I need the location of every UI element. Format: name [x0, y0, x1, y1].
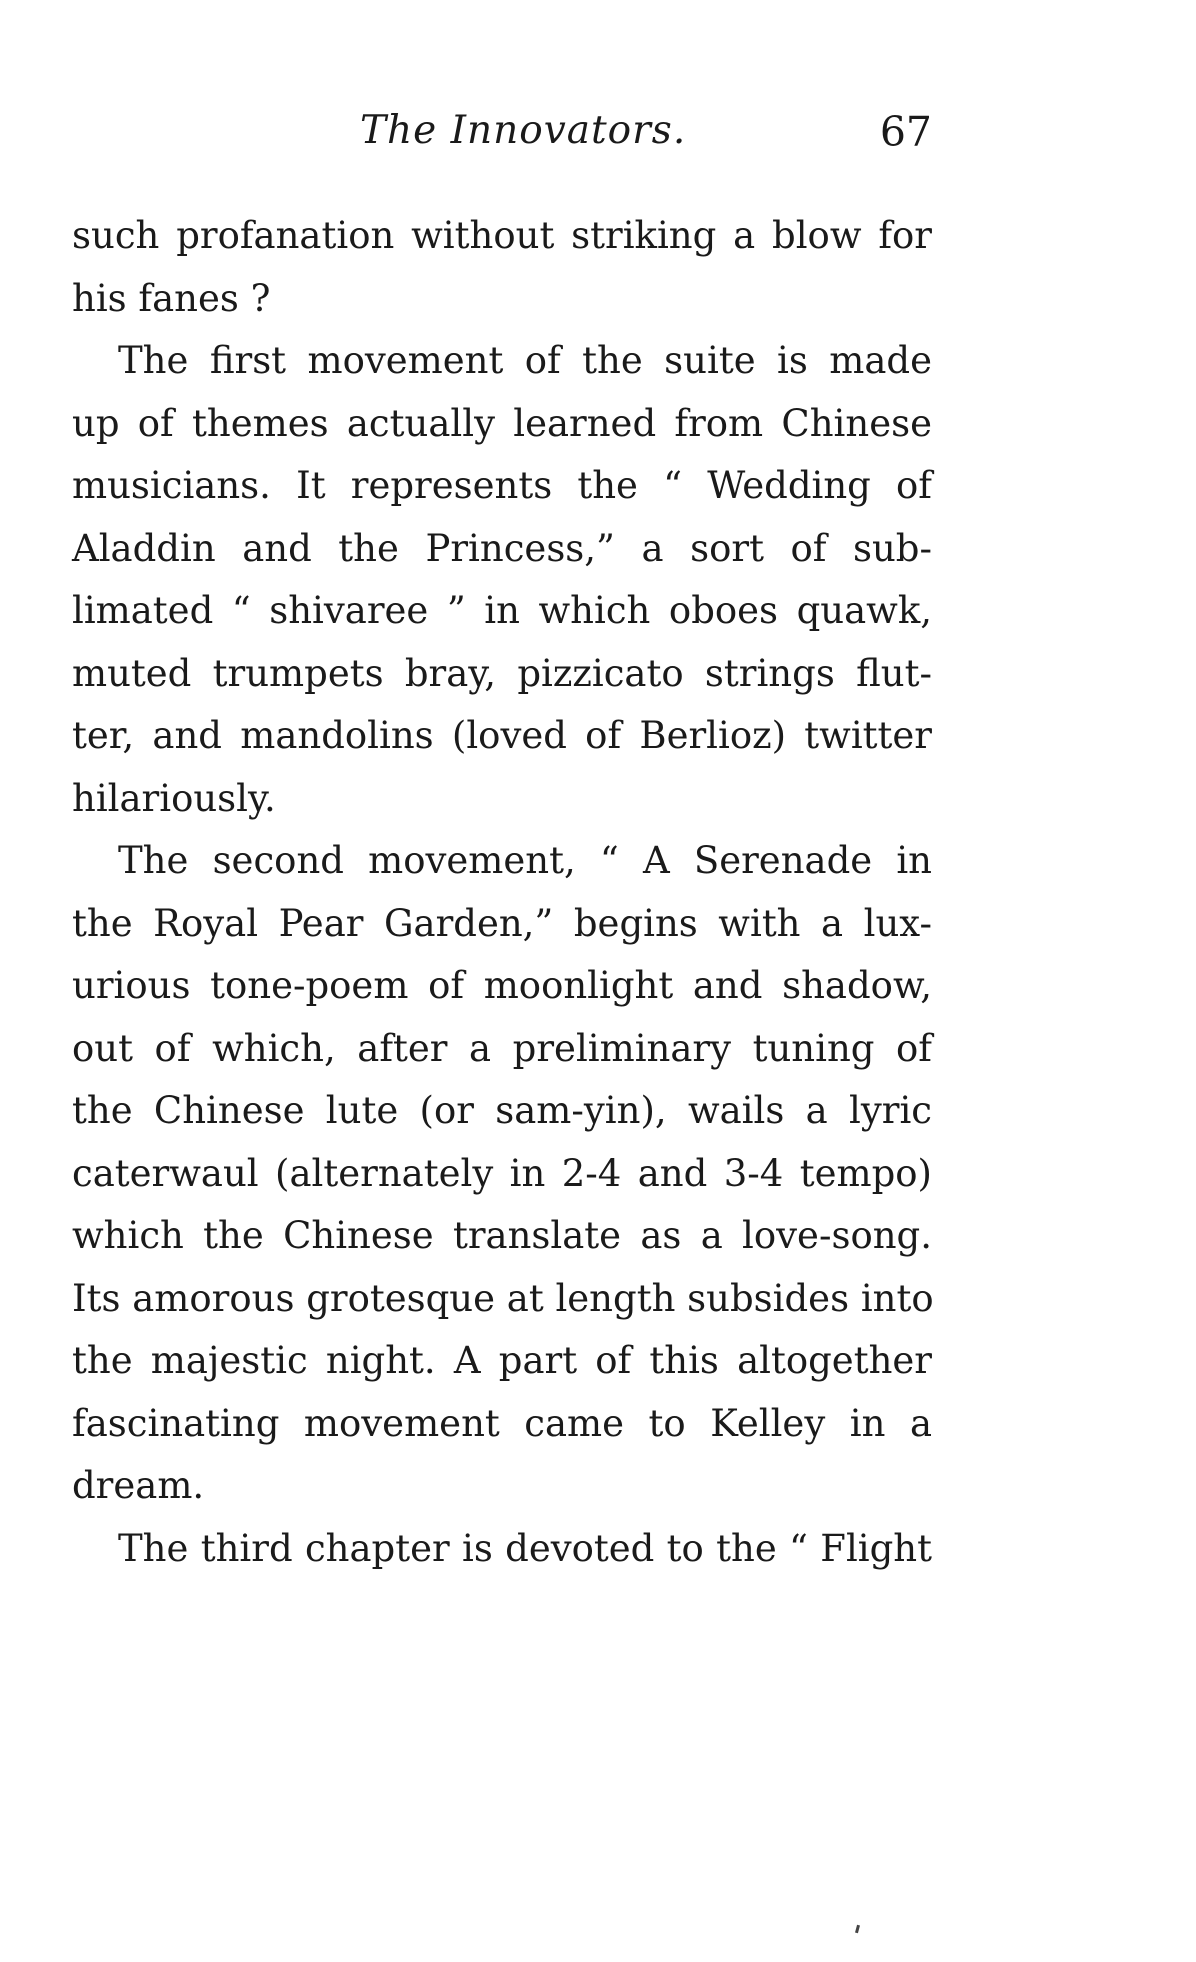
text-line: hilariously.: [72, 776, 276, 820]
text-line: The second movement, “ A Serenade in: [118, 839, 932, 882]
page-header: [72, 108, 932, 168]
text-line: up of themes actually learned from Chinese: [72, 401, 932, 445]
text-line: his fanes ?: [72, 276, 271, 320]
text-line: musicians. It represents the “ Wedding of: [72, 464, 932, 507]
text-line: ter, and mandolins (loved of Berlioz) twitter: [72, 714, 932, 757]
text-line: muted trumpets bray, pizzicato strings flut-: [72, 651, 932, 695]
text-line: urious tone-poem of moonlight and shadow,: [72, 964, 932, 1007]
text-line: dream.: [72, 1464, 205, 1507]
text-line: such profanation without striking a blow for: [72, 214, 932, 257]
text-line: fascinating movement came to Kelley in a: [72, 1401, 932, 1445]
text-line: which the Chinese translate as a love-song.: [72, 1214, 932, 1257]
ink-speck: [855, 1925, 860, 1934]
text-line: the Chinese lute (or sam-yin), wails a lyric: [72, 1089, 932, 1132]
text-line: limated “ shivaree ” in which oboes quawk,: [72, 589, 932, 632]
text-line: caterwaul (alternately in 2-4 and 3-4 tempo): [72, 1151, 932, 1195]
text-line: The first movement of the suite is made: [118, 339, 932, 382]
text-line: the majestic night. A part of this altogether: [72, 1339, 932, 1382]
text-line: Its amorous grotesque at length subsides into: [72, 1276, 934, 1320]
text-line: The third chapter is devoted to the “ Flight: [118, 1526, 932, 1570]
page-number: 67: [879, 108, 932, 156]
body-text: [72, 205, 932, 1580]
running-title: The Innovators.: [360, 108, 687, 153]
text-line: out of which, after a preliminary tuning of: [72, 1026, 932, 1070]
text-line: Aladdin and the Princess,” a sort of sub-: [72, 526, 932, 570]
text-line: the Royal Pear Garden,” begins with a lux-: [72, 901, 932, 945]
